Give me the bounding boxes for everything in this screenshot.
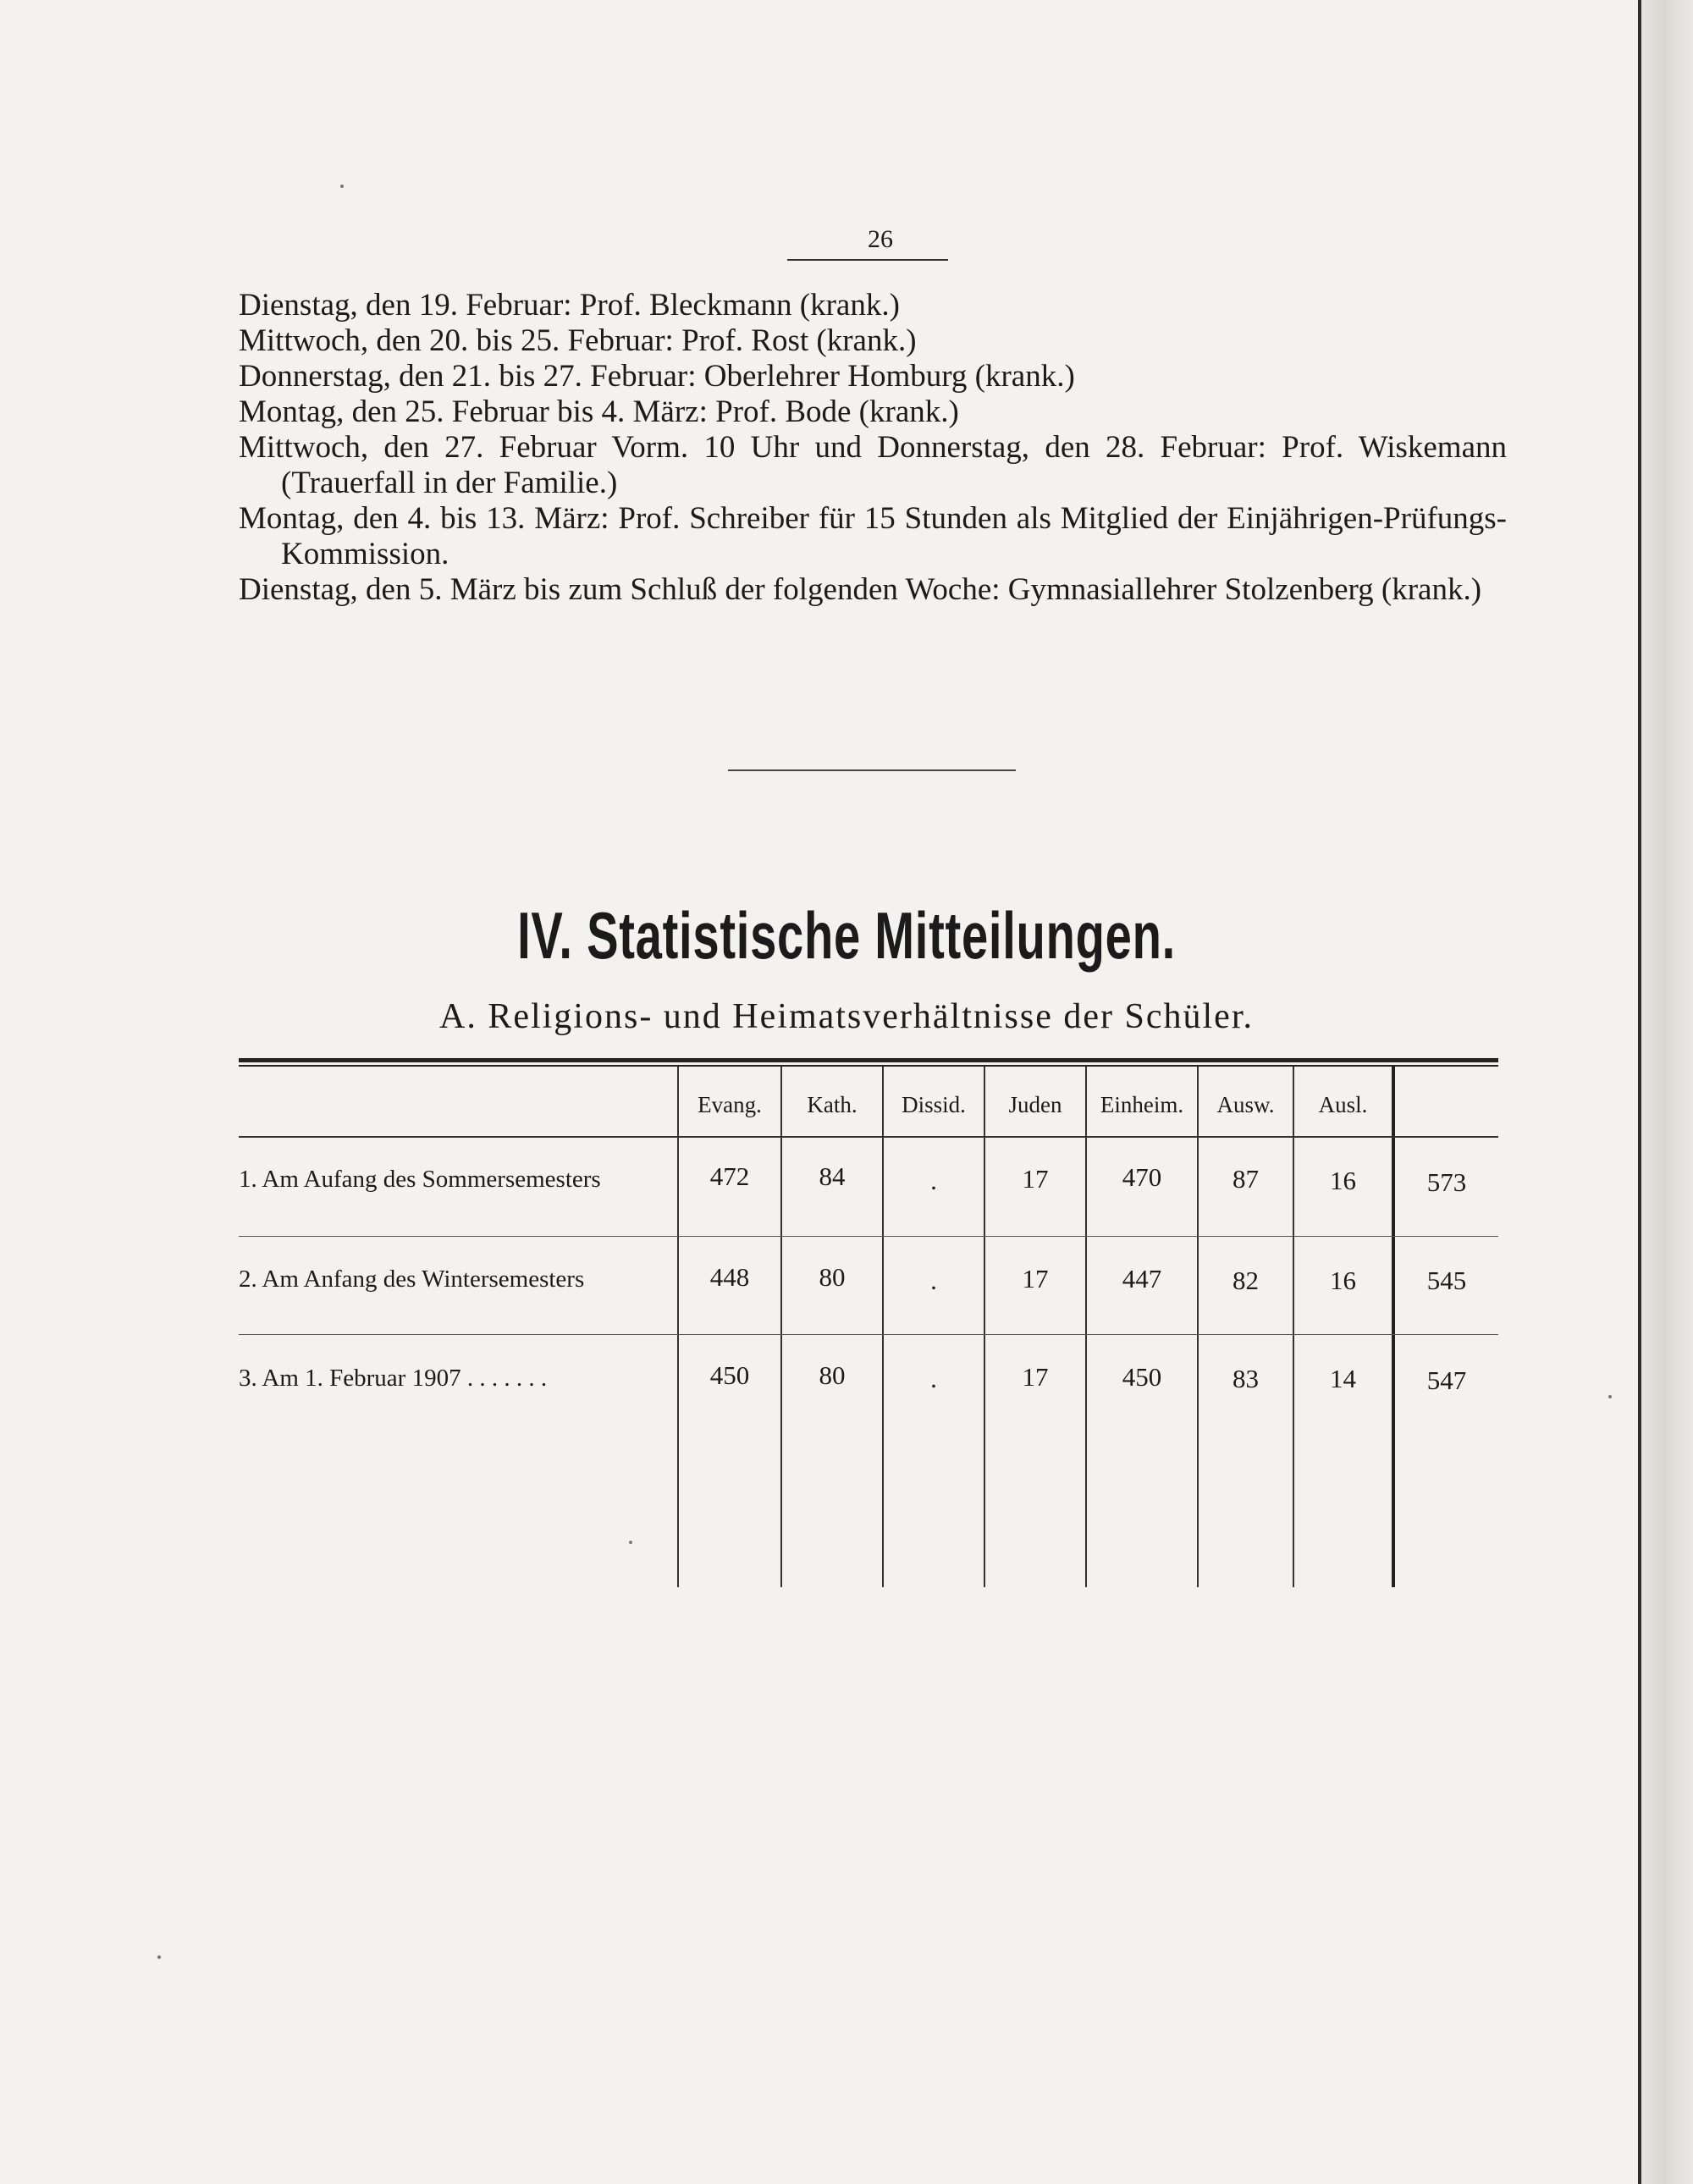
absence-entry: Donnerstag, den 21. bis 27. Februar: Oberlehrer Homburg (krank.): [239, 359, 1075, 394]
column-divider: [1085, 1067, 1087, 1587]
row-label: 1. Am Aufang des Sommersemesters: [239, 1166, 601, 1193]
column-divider: [780, 1067, 782, 1587]
table-cell: 17: [1022, 1362, 1049, 1392]
row-label: 2. Am Anfang des Wintersemesters: [239, 1266, 585, 1293]
table-cell: 82: [1233, 1266, 1259, 1295]
table-cell: 447: [1122, 1264, 1162, 1293]
header-rule: [239, 1136, 1498, 1138]
table-cell: 472: [709, 1161, 750, 1191]
absence-entry: Mittwoch, den 27. Februar Vorm. 10 Uhr und Donnerstag, den 28. Februar: Prof. Wiskemann (Trauerfall in der Familie.): [239, 430, 1507, 500]
table-cell: 83: [1233, 1364, 1259, 1393]
table-cell: .: [930, 1364, 937, 1393]
column-header: Dissid.: [902, 1092, 966, 1117]
column-divider: [1197, 1067, 1199, 1587]
table-cell: 87: [1233, 1164, 1259, 1194]
page-number: 26: [868, 225, 893, 253]
table-cell: .: [930, 1266, 937, 1295]
separator-rule: [728, 769, 1016, 771]
column-header: Kath.: [807, 1092, 858, 1117]
paper-speck: [629, 1541, 632, 1544]
column-header: Ausw.: [1216, 1092, 1275, 1117]
absence-list: [239, 288, 1507, 608]
row-rule: [239, 1236, 1498, 1237]
table-cell: 84: [819, 1161, 846, 1191]
column-header: Einheim.: [1100, 1092, 1184, 1117]
table-cell: 16: [1330, 1266, 1356, 1295]
column-header: Juden: [1008, 1092, 1062, 1117]
table-cell: 80: [819, 1360, 846, 1390]
column-header: Evang.: [698, 1092, 762, 1117]
table-cell: 80: [819, 1262, 846, 1292]
column-divider: [882, 1067, 884, 1587]
column-divider: [1293, 1067, 1294, 1587]
absence-entry: Montag, den 25. Februar bis 4. März: Prof. Bode (krank.): [239, 394, 959, 429]
column-divider: [677, 1067, 679, 1587]
table-cell: .: [930, 1166, 937, 1195]
absence-entry: Dienstag, den 19. Februar: Prof. Bleckmann (krank.): [239, 288, 900, 323]
page-edge-shadow: [1638, 0, 1693, 2184]
absence-entry: Montag, den 4. bis 13. März: Prof. Schreiber für 15 Stunden als Mitglied der Einjährigen-Prüfungs-Kommission.: [239, 501, 1507, 571]
column-header: Ausl.: [1318, 1092, 1368, 1117]
table-cell: 450: [709, 1360, 750, 1390]
column-divider-bold: [1392, 1067, 1395, 1587]
row-total: 573: [1426, 1167, 1467, 1197]
row-rule: [239, 1334, 1498, 1335]
table-cell: 17: [1022, 1164, 1049, 1194]
row-total: 545: [1426, 1266, 1467, 1295]
section-title: IV. Statistische Mitteilungen.: [517, 898, 1176, 973]
column-divider: [984, 1067, 985, 1587]
table-cell: 450: [1122, 1362, 1162, 1392]
row-label: 3. Am 1. Februar 1907 . . . . . . .: [239, 1365, 548, 1392]
table-top-rule: [239, 1058, 1498, 1062]
paper-speck: [340, 185, 344, 188]
paper-speck: [1608, 1395, 1612, 1398]
table-cell: 470: [1122, 1162, 1162, 1192]
absence-entry: Mittwoch, den 20. bis 25. Februar: Prof. Rost (krank.): [239, 323, 917, 358]
absence-entry: Dienstag, den 5. März bis zum Schluß der folgenden Woche: Gymnasiallehrer Stolzenberg (krank.): [239, 572, 1482, 607]
paper-speck: [157, 1955, 161, 1959]
table-cell: 17: [1022, 1264, 1049, 1293]
page-number-rule: [787, 259, 948, 261]
table-cell: 16: [1330, 1166, 1356, 1195]
statistics-table: [239, 1067, 1498, 1591]
table-cell: 14: [1330, 1364, 1356, 1393]
table-cell: 448: [709, 1262, 750, 1292]
row-total: 547: [1426, 1365, 1467, 1395]
subsection-title: A. Religions- und Heimatsverhältnisse der Schüler.: [438, 997, 1254, 1036]
